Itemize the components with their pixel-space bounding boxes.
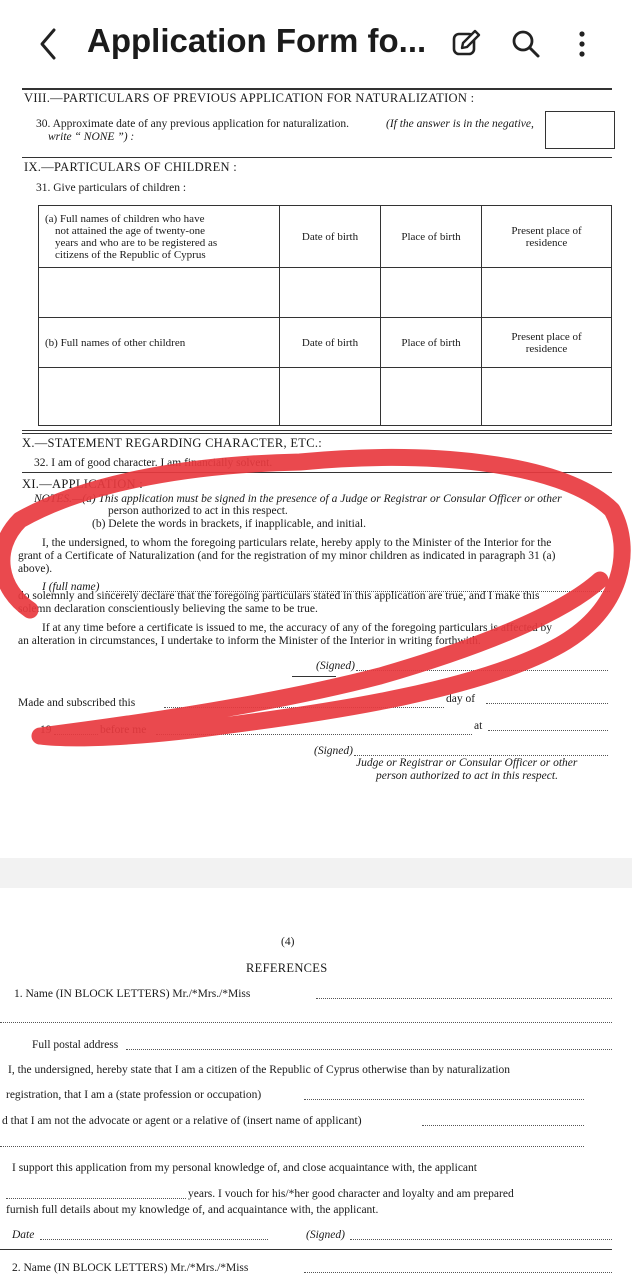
app-bar: [0, 0, 632, 88]
section-8-heading: VIII.—PARTICULARS OF PREVIOUS APPLICATION FOR NATURALIZATION :: [24, 91, 475, 105]
column-header-children-names: (a) Full names of children who have not attained the age of twenty-one years and who are to be registered as citizens of the Republic of Cyprus: [39, 206, 280, 268]
statement-32: 32. I am of good character. I am financially solvent.: [34, 457, 273, 469]
occupation-field[interactable]: [304, 1099, 584, 1100]
postal-address-field[interactable]: [126, 1049, 612, 1050]
table-cell[interactable]: [39, 368, 280, 426]
more-vert-icon[interactable]: [566, 28, 598, 60]
rule: [22, 157, 612, 158]
column-header-other-children: (b) Full names of other children: [39, 318, 280, 368]
question-30-answer-box[interactable]: [545, 111, 615, 149]
declaration-para-2: solemn declaration conscientiously believing the same to be true.: [18, 603, 318, 615]
table-cell[interactable]: [280, 368, 381, 426]
children-table: [38, 205, 612, 426]
undertaking-para: If at any time before a certificate is issued to me, the accuracy of any of the foregoing particulars is affected by: [42, 622, 553, 634]
notes-a-2: person authorized to act in this respect.: [108, 505, 288, 517]
citizen-statement: I, the undersigned, hereby state that I am a citizen of the Republic of Cyprus otherwise than by naturalization: [8, 1064, 511, 1076]
at-label: at: [474, 720, 483, 732]
reference-1-name-label: 1. Name (IN BLOCK LETTERS) Mr./*Mrs./*Miss: [14, 988, 251, 1000]
reference-2-name-field[interactable]: [304, 1272, 612, 1273]
judge-signature-field[interactable]: [354, 755, 608, 756]
reference-2-name-label: 2. Name (IN BLOCK LETTERS) Mr./*Mrs./*Miss: [12, 1262, 249, 1274]
rule: [22, 472, 612, 473]
date-label: Date: [12, 1229, 35, 1241]
table-cell[interactable]: [280, 268, 381, 318]
document-page-2: [0, 888, 632, 1280]
question-30-note: (If the answer is in the negative,: [386, 118, 534, 130]
day-of-label: day of: [446, 693, 476, 705]
year-field[interactable]: [54, 734, 98, 735]
signed-label: (Signed): [316, 660, 355, 672]
rule: [292, 676, 336, 677]
document-title: Application Form fo...: [87, 22, 427, 59]
judge-caption-2: person authorized to act in this respect.: [376, 770, 558, 782]
date-field[interactable]: [40, 1239, 268, 1240]
question-30-note-2: write “ NONE ”) :: [48, 131, 135, 143]
application-para-1b: grant of a Certificate of Naturalization (and for the registration of my minor children as indicated in paragraph 31 (a): [18, 550, 556, 562]
references-heading: REFERENCES: [246, 961, 328, 975]
judge-caption: Judge or Registrar or Consular Officer or other: [356, 757, 578, 769]
reference-signed-label: (Signed): [306, 1229, 345, 1241]
applicant-name-field-2[interactable]: [0, 1146, 584, 1147]
made-date-field[interactable]: [164, 707, 444, 708]
rule: [22, 430, 612, 431]
application-para-1: I, the undersigned, to whom the foregoing particulars relate, hereby apply to the Minister of the Interior for the: [42, 537, 552, 549]
before-me-label: before me: [100, 724, 147, 736]
reference-signature-field[interactable]: [350, 1239, 612, 1240]
reference-1-name-field[interactable]: [316, 998, 612, 999]
years-field[interactable]: [6, 1198, 186, 1199]
month-field[interactable]: [486, 703, 608, 704]
page-divider: [0, 858, 632, 888]
not-relative-label: d that I am not the advocate or agent or a relative of (insert name of applicant): [2, 1115, 362, 1127]
rule: [22, 433, 612, 434]
edit-icon[interactable]: [450, 28, 482, 60]
column-header-residence: Present place of residence: [482, 318, 612, 368]
postal-address-label: Full postal address: [32, 1039, 119, 1051]
signed-label-2: (Signed): [314, 745, 353, 757]
year-label: 19: [40, 724, 52, 736]
support-statement: I support this application from my personal knowledge of, and close acquaintance with, the applicant: [12, 1162, 477, 1174]
search-icon[interactable]: [510, 28, 542, 60]
application-para-1c: above).: [18, 563, 53, 575]
before-me-field[interactable]: [156, 734, 472, 735]
column-header-place-of-birth: Place of birth: [381, 318, 482, 368]
page-number: (4): [281, 936, 295, 948]
occupation-label: registration, that I am a (state profession or occupation): [6, 1089, 262, 1101]
table-cell[interactable]: [482, 368, 612, 426]
section-9-heading: IX.—PARTICULARS OF CHILDREN :: [24, 160, 238, 174]
column-header-date-of-birth: Date of birth: [280, 206, 381, 268]
declaration-para: do solemnly and sincerely declare that the foregoing particulars stated in this application are true, and I make this: [18, 590, 540, 602]
table-cell[interactable]: [381, 368, 482, 426]
at-field[interactable]: [488, 730, 608, 731]
applicant-name-field[interactable]: [422, 1125, 584, 1126]
top-rule: [22, 88, 612, 90]
signature-field[interactable]: [356, 670, 608, 671]
support-statement-2: years. I vouch for his/*her good character and loyalty and am prepared: [188, 1188, 514, 1200]
section-10-heading: X.—STATEMENT REGARDING CHARACTER, ETC.:: [22, 436, 323, 450]
made-subscribed-label: Made and subscribed this: [18, 697, 136, 709]
notes-a: NOTES.—(a) This application must be signed in the presence of a Judge or Registrar or Consular Officer or other: [34, 493, 562, 505]
table-cell[interactable]: [39, 268, 280, 318]
rule: [0, 1249, 612, 1250]
column-header-residence: Present place of residence: [482, 206, 612, 268]
notes-b: (b) Delete the words in brackets, if inapplicable, and initial.: [92, 518, 366, 530]
full-name-label: I (full name): [42, 581, 100, 593]
column-header-place-of-birth: Place of birth: [381, 206, 482, 268]
back-arrow-icon[interactable]: [32, 24, 68, 64]
table-cell[interactable]: [482, 268, 612, 318]
question-31: 31. Give particulars of children :: [36, 182, 187, 194]
support-statement-3: furnish full details about my knowledge of, and acquaintance with, the applicant.: [6, 1204, 379, 1216]
question-30: 30. Approximate date of any previous application for naturalization.: [36, 118, 349, 130]
document-page-1: [0, 88, 632, 858]
reference-1-name-field-2[interactable]: [0, 1022, 612, 1023]
section-11-heading: XI.—APPLICATION :: [22, 477, 144, 491]
undertaking-para-2: an alteration in circumstances, I undertake to inform the Minister of the Interior in writing forthwith.: [18, 635, 481, 647]
column-header-date-of-birth: Date of birth: [280, 318, 381, 368]
table-cell[interactable]: [381, 268, 482, 318]
